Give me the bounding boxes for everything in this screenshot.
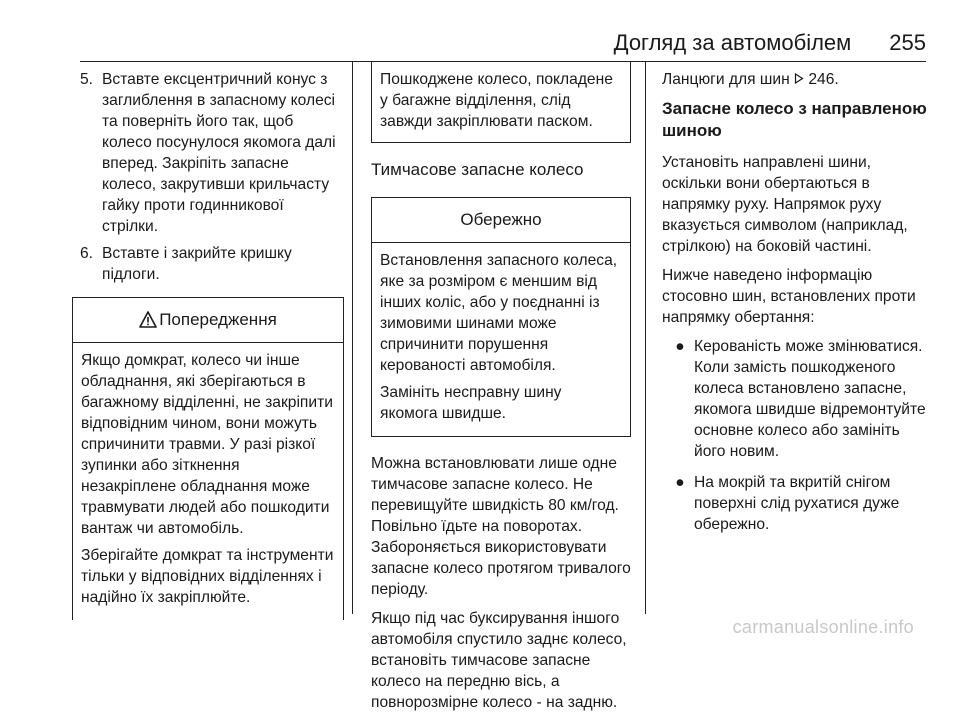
bullet-icon: ● [675,474,685,491]
list-item-text: Керованість може змінюватися. Коли замість пошкодженого колеса встановлено запасне, якомога швидше відремонтуйте основне колесо або замініть його новим. [694,338,926,460]
caution-paragraph: Встановлення запасного колеса, яке за розміром є меншим від інших коліс, або у поєднанні із зимовими шинами може спричинити порушення керованості автомобіля. [380,252,618,374]
body-paragraph: Можна встановлювати лише одне тимчасове запасне колесо. Не перевищуйте швидкість 80 км/год. Повільно їдьте на поворотах. Забороняється використовувати запасне колесо протягом тривалого періоду. [371,455,631,598]
continued-notice-text: Пошкоджене колесо, покладене у багажне відділення, слід завжди закріплювати паском. [380,71,613,130]
cross-reference-text: Ланцюги для шин [662,71,790,88]
warning-paragraph: Якщо домкрат, колесо чи інше обладнання, які зберігаються в багажному відділенні, не закріпити відповідним чином, вони можуть спричинити травми. У разі різкої зупинки або зіткнення незакріплене обладнання може травмувати людей або пошкодити вантаж чи автомобіль. [81,352,333,537]
page-number: 255 [889,30,926,55]
caution-box [371,197,631,437]
section-title: Тимчасове запасне колесо [371,160,584,179]
list-item [662,336,930,462]
step-text: Вставте і закрийте кришку підлоги. [102,245,292,283]
caution-paragraph: Замініть несправну шину якомога швидше. [380,384,562,422]
step-item [80,69,338,237]
warning-header [73,298,343,343]
cross-reference [662,69,930,90]
continued-notice-box [371,61,631,143]
list-item-text: На мокрій та вкритій снігом поверхні слід рухатися дуже обережно. [694,474,900,533]
step-number: 6. [80,245,94,262]
warning-triangle-icon [139,301,157,345]
step-number: 5. [80,71,94,88]
step-item [80,243,338,285]
column-divider-2 [645,61,646,614]
subheading: Запасне колесо з направленою шиною [662,99,927,140]
page-title: Догляд за автомобілем [613,30,852,55]
steps-list [80,69,338,285]
footer-watermark: carmanualsonline.info [732,617,914,637]
column-divider-1 [352,61,353,614]
page-header [614,30,926,56]
caution-title: Обережно [372,198,630,243]
warning-box [72,297,344,620]
step-text: Вставте ексцентричний конус з заглиблення в запасному колесі та поверніть його так, щоб колесо посунулося якомога далі вперед. Закріпіть запасне колесо, закрутивши крильчасту гайку проти годинникової стрілки. [102,71,336,235]
column-2 [371,61,631,721]
bullet-icon: ● [675,338,685,355]
cross-reference-page[interactable]: 246. [808,71,839,88]
body-paragraph: Установіть направлені шини, оскільки вони обертаються в напрямку руху. Напрямок руху вказується символом (наприклад, стрілкою) на боковій частині. [662,154,908,255]
warning-paragraph: Зберігайте домкрат та інструменти тільки у відповідних відділеннях і надійно їх закріплюйте. [81,547,334,606]
bullet-list [662,336,930,535]
page-reference-arrow-icon [794,71,804,88]
body-paragraph: Якщо під час буксирування іншого автомобіля спустило заднє колесо, встановіть тимчасове запасне колесо на передню вісь, а повнорозмірне колесо - на задню. [371,610,627,711]
list-item [662,472,930,535]
column-3 [662,61,930,545]
warning-title: Попередження [159,310,277,329]
body-paragraph: Нижче наведено інформацію стосовно шин, встановлених проти напрямку обертання: [662,267,916,326]
column-1 [80,61,338,620]
